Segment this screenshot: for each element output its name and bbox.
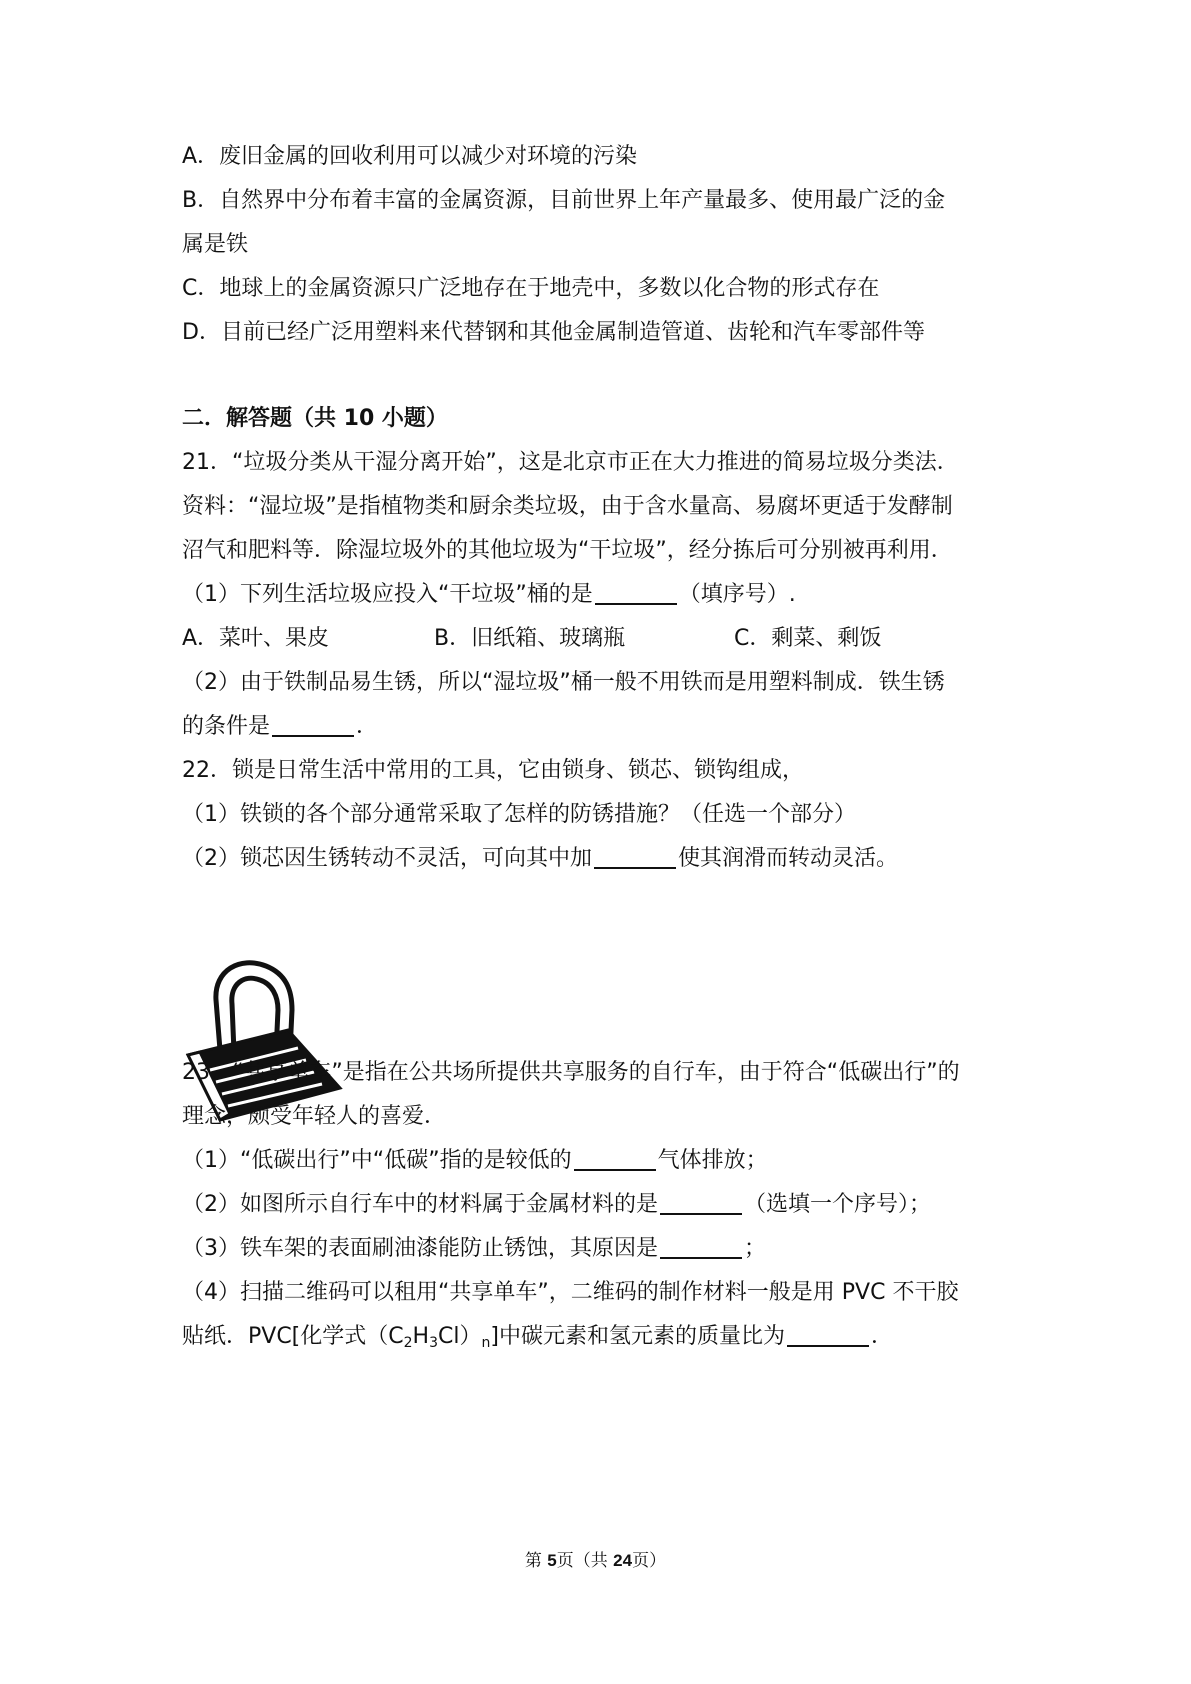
q23-part1 bbox=[182, 1146, 768, 1176]
q21-option-c: C．剩菜、剩饭 bbox=[734, 626, 882, 651]
q23-part3 bbox=[182, 1234, 766, 1264]
q21-part2-blank[interactable] bbox=[272, 713, 354, 737]
footer-page-number: 5 bbox=[547, 1551, 557, 1570]
q21-option-b: B．旧纸箱、玻璃瓶 bbox=[434, 626, 626, 651]
q23-line1: 23．“共享单车”是指在公共场所提供共享服务的自行车，由于符合“低碳出行”的 bbox=[182, 1060, 960, 1085]
formula-sub-3: 3 bbox=[429, 1335, 439, 1351]
q21-part1-blank[interactable] bbox=[595, 581, 677, 605]
q23-part2 bbox=[182, 1190, 931, 1220]
q23-part2-text: （2）如图所示自行车中的材料属于金属材料的是 bbox=[182, 1192, 658, 1217]
formula-sub-2: 2 bbox=[403, 1335, 413, 1351]
q21-part2-line1: （2）由于铁制品易生锈，所以“湿垃圾”桶一般不用铁而是用塑料制成．铁生锈 bbox=[182, 670, 945, 695]
q21-line1: 21．“垃圾分类从干湿分离开始”，这是北京市正在大力推进的简易垃圾分类法． bbox=[182, 450, 959, 475]
q22-line1: 22．锁是日常生活中常用的工具，它由锁身、锁芯、锁钩组成， bbox=[182, 758, 804, 783]
q22-part2-blank[interactable] bbox=[594, 845, 676, 869]
formula-h: H bbox=[412, 1324, 430, 1349]
q23-part3-suffix: ； bbox=[744, 1236, 767, 1261]
q23-part1-text: （1）“低碳出行”中“低碳”指的是较低的 bbox=[182, 1148, 572, 1173]
q20-option-c: C．地球上的金属资源只广泛地存在于地壳中，多数以化合物的形式存在 bbox=[182, 276, 880, 301]
q23-part4-line2 bbox=[182, 1322, 893, 1358]
q21-part1 bbox=[182, 580, 796, 610]
footer-prefix: 第 bbox=[524, 1551, 548, 1571]
footer-suffix: 页） bbox=[632, 1551, 667, 1571]
q23-part4-text: 贴纸．PVC[化学式（C bbox=[182, 1324, 404, 1349]
footer-middle: 页（共 bbox=[556, 1551, 614, 1571]
q23-part3-blank[interactable] bbox=[660, 1235, 742, 1259]
q23-part4-blank[interactable] bbox=[787, 1323, 869, 1347]
q22-part1: （1）铁锁的各个部分通常采取了怎样的防锈措施？（任选一个部分） bbox=[182, 802, 856, 827]
q20-option-a: A．废旧金属的回收利用可以减少对环境的污染 bbox=[182, 144, 638, 169]
q21-part1-suffix: （填序号）. bbox=[678, 582, 796, 607]
q20-option-b-line1: B．自然界中分布着丰富的金属资源，目前世界上年产量最多、使用最广泛的金 bbox=[182, 188, 946, 213]
q21-line3: 沼气和肥料等．除湿垃圾外的其他垃圾为“干垃圾”，经分拣后可分别被再利用． bbox=[182, 538, 953, 563]
q23-part2-blank[interactable] bbox=[660, 1191, 742, 1215]
q23-part1-suffix: 气体排放； bbox=[657, 1148, 768, 1173]
q22-part2 bbox=[182, 844, 898, 874]
footer-total-pages: 24 bbox=[613, 1551, 633, 1570]
q22-part2-suffix: 使其润滑而转动灵活。 bbox=[678, 846, 899, 871]
q22-part2-text: （2）锁芯因生锈转动不灵活，可向其中加 bbox=[182, 846, 592, 871]
formula-sub-n: n bbox=[481, 1335, 491, 1351]
q21-option-a: A．菜叶、果皮 bbox=[182, 626, 330, 651]
q23-part2-suffix: （选填一个序号）； bbox=[744, 1192, 932, 1217]
q21-part2-line2 bbox=[182, 712, 378, 742]
q21-part2-suffix: ． bbox=[356, 714, 379, 739]
q23-part4-end: ． bbox=[870, 1324, 893, 1349]
q23-line2: 理念，颇受年轻人的喜爱． bbox=[182, 1104, 447, 1129]
q21-line2: 资料：“湿垃圾”是指植物类和厨余类垃圾，由于含水量高、易腐坏更适于发酵制 bbox=[182, 494, 953, 519]
page-footer bbox=[0, 1546, 1191, 1571]
q23-part4-mid: ]中碳元素和氢元素的质量比为 bbox=[490, 1324, 785, 1349]
section-title: 二．解答题（共 10 小题） bbox=[182, 406, 448, 431]
q21-part2-text: 的条件是 bbox=[182, 714, 271, 739]
formula-cl: Cl） bbox=[438, 1324, 482, 1349]
q23-part1-blank[interactable] bbox=[574, 1147, 656, 1171]
q21-options bbox=[182, 624, 881, 654]
q20-option-b-line2: 属是铁 bbox=[182, 232, 249, 257]
q21-part1-text: （1）下列生活垃圾应投入“干垃圾”桶的是 bbox=[182, 582, 593, 607]
q20-option-d: D．目前已经广泛用塑料来代替钢和其他金属制造管道、齿轮和汽车零部件等 bbox=[182, 320, 925, 345]
q23-part4-line1: （4）扫描二维码可以租用“共享单车”，二维码的制作材料一般是用 PVC 不干胶 bbox=[182, 1280, 959, 1305]
q23-part3-text: （3）铁车架的表面刷油漆能防止锈蚀，其原因是 bbox=[182, 1236, 658, 1261]
